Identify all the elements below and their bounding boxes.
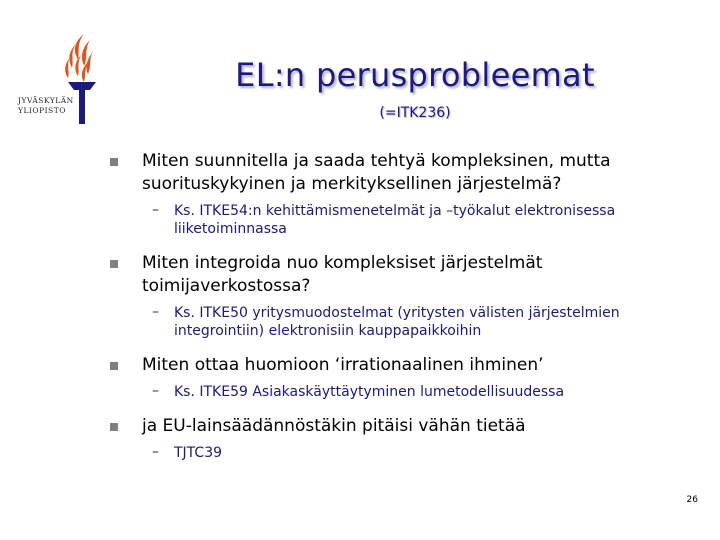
sub-item-text: TJTC39 (174, 445, 223, 461)
logo-text-line1: JYVÄSKYLÄN (18, 96, 74, 105)
list-item-text: Miten suunnitella ja saada tehtyä kompleksinen, mutta suorituskykyinen ja merkityksellinen järjestelmä? (142, 151, 611, 194)
page-subtitle: (=ITK236) (379, 105, 451, 121)
page-title: EL:n perusprobleemat (235, 56, 595, 94)
sub-item (152, 444, 700, 462)
dash-bullet: – (152, 202, 159, 218)
dash-bullet: – (152, 304, 159, 320)
torch-flame-icon (65, 34, 94, 82)
dash-bullet: – (152, 383, 159, 399)
square-bullet-icon (110, 260, 118, 268)
logo-text-line2: YLIOPISTO (18, 106, 66, 115)
list-item (110, 252, 700, 298)
list-item (110, 415, 700, 438)
list-item-text: Miten ottaa huomioon ‘irrationaalinen ihminen’ (142, 355, 544, 375)
page-number: 26 (686, 495, 698, 505)
sub-item-text: Ks. ITKE54:n kehittämismenetelmät ja –työkalut elektronisessa liiketoiminnassa (174, 203, 616, 237)
square-bullet-icon (110, 362, 118, 370)
sub-item (152, 304, 700, 340)
square-bullet-icon (110, 423, 118, 431)
sub-item (152, 202, 700, 238)
list-item-text: ja EU-lainsäädännöstäkin pitäisi vähän tietää (142, 416, 526, 436)
sub-item-text: Ks. ITKE59 Asiakaskäyttäytyminen lumetodellisuudessa (174, 384, 565, 400)
logo-text (18, 96, 78, 116)
square-bullet-icon (110, 158, 118, 166)
sub-item-text: Ks. ITKE50 yritysmuodostelmat (yritysten välisten järjestelmien integrointiin) elektronisiin kauppapaikkoihin (174, 305, 620, 339)
list-item (110, 150, 700, 196)
list-item-text: Miten integroida nuo kompleksiset järjestelmät toimijaverkostossa? (142, 253, 543, 296)
bullet-list (110, 150, 700, 476)
list-item (110, 354, 700, 377)
sub-item (152, 383, 700, 401)
dash-bullet: – (152, 444, 159, 460)
